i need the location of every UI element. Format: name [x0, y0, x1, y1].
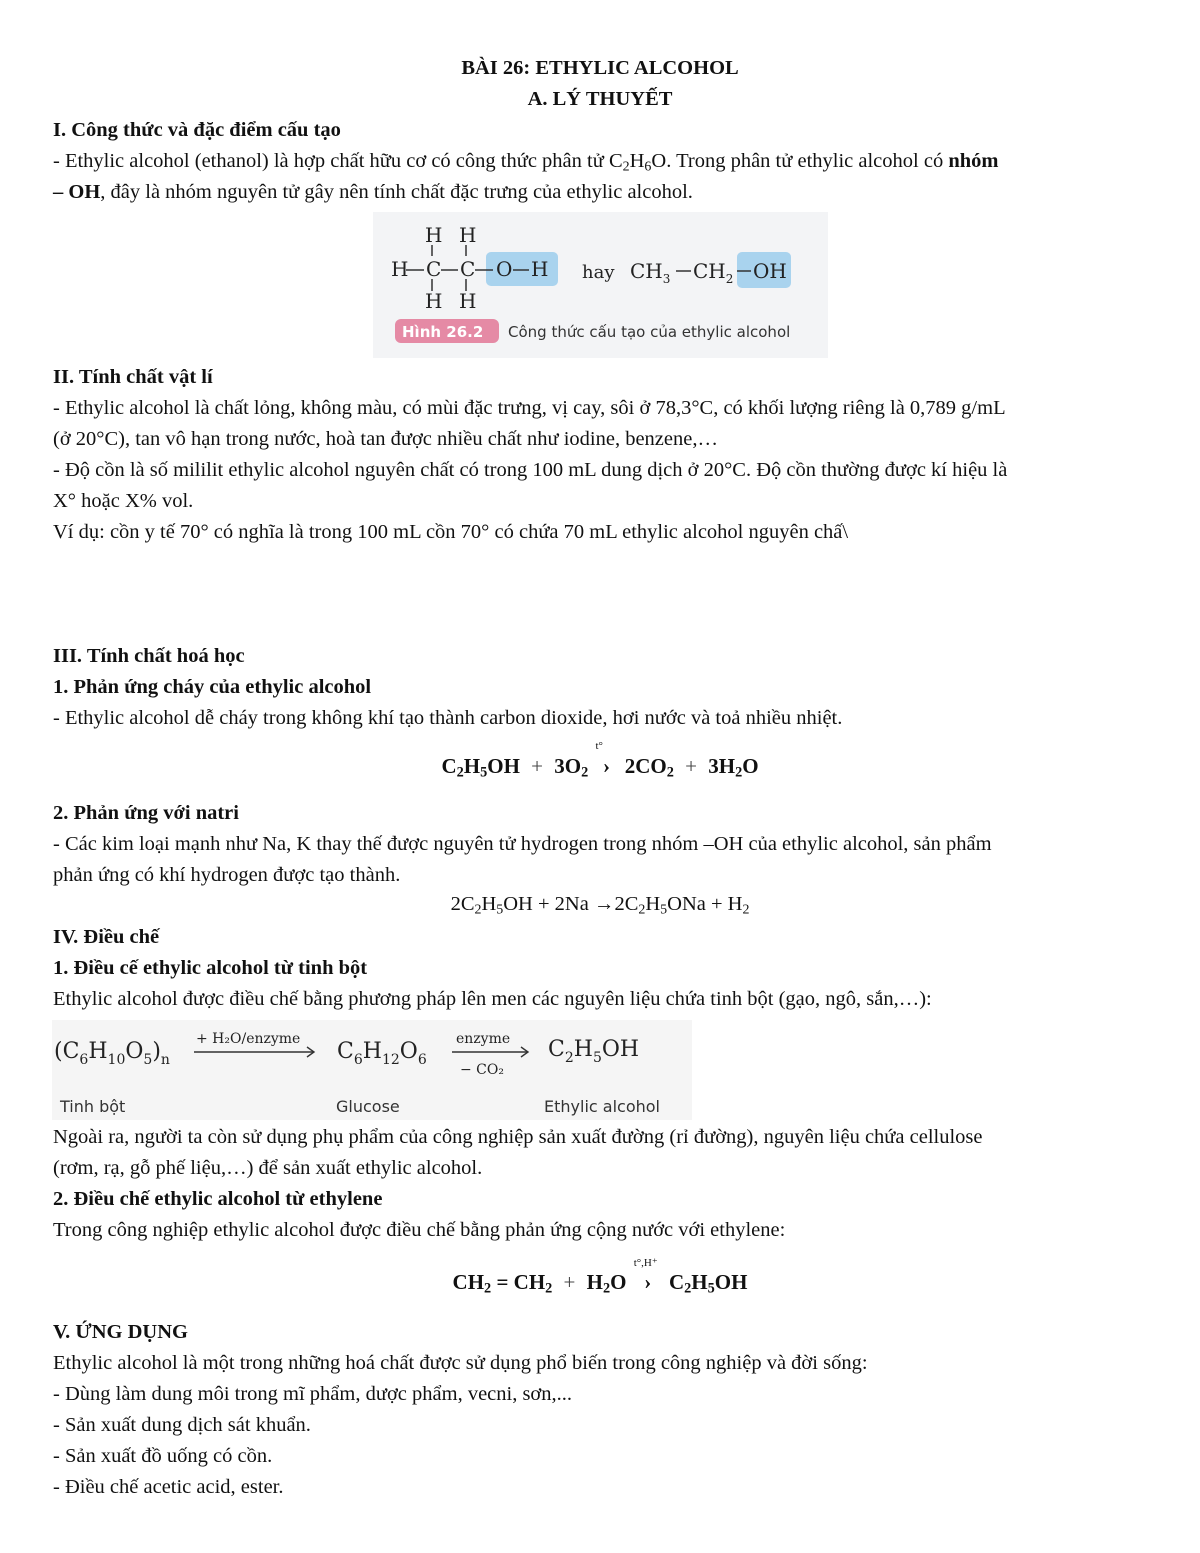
paragraph-structure-line1: - Ethylic alcohol (ethanol) là hợp chất hữu cơ có công thức phân tử $C_2H_6O$. Trong phân tử ethylic alcohol có nhóm: [53, 150, 999, 175]
scheme-arrow1-label: + H₂O/enzyme: [196, 1031, 301, 1047]
equation-sodium: $2C_2H_5OH + 2Na \to 2C_2H_5ONa + H_2$: [450, 893, 750, 918]
fermentation-scheme: [52, 1020, 692, 1120]
atom-h-top2: H: [459, 223, 477, 247]
equation-combustion: $C_2H_5OH + 3O_2$ t° › $2CO_2 + 3H_2O$: [441, 740, 759, 781]
atom-h-left: H: [391, 257, 409, 281]
scheme-glucose-formula: $C_6H_{12}O_6$: [337, 1039, 427, 1068]
scheme-starch-formula: $(C_6H_{10}O_5)_n$: [54, 1039, 170, 1068]
section-heading-physical: II. Tính chất vật lí: [53, 366, 213, 388]
paragraph-ethylene: Trong công nghiệp ethylic alcohol được điều chế bằng phản ứng cộng nước với ethylene:: [53, 1219, 786, 1241]
paragraph-combustion: - Ethylic alcohol dễ cháy trong không khí tạo thành carbon dioxide, hơi nước và toả nhiều nhiệt.: [53, 707, 843, 729]
section-heading-structure: I. Công thức và đặc điểm cấu tạo: [53, 119, 341, 141]
subheading-starch: 1. Điều cế ethylic alcohol từ tinh bột: [53, 957, 368, 979]
scheme-arrow2-sublabel: − CO₂: [460, 1062, 504, 1078]
figure-caption-tag: Hình 26.2: [402, 323, 484, 341]
equation-ethylene: $CH_2 = CH_2 + H_2O$ t°,H⁺ › $C_2H_5OH$: [452, 1257, 748, 1297]
group-ch2: $CH_2$: [693, 259, 734, 286]
subheading-sodium: 2. Phản ứng với natri: [53, 802, 239, 824]
atom-h-bot1: H: [425, 289, 443, 313]
document-title: BÀI 26: ETHYLIC ALCOHOL: [461, 57, 739, 79]
scheme-label-glucose: Glucose: [336, 1097, 400, 1116]
paragraph-physical-3: - Độ cồn là số mililit ethylic alcohol nguyên chất có trong 100 mL dung dịch ở 20°C. Độ cồn thường được kí hiệu là: [53, 459, 1008, 481]
structural-formula-figure: [373, 212, 828, 358]
paragraph-sodium-1: - Các kim loại mạnh như Na, K thay thế được nguyên tử hydrogen trong nhóm –OH của ethylic alcohol, sản phẩm: [53, 833, 992, 855]
document-subtitle: A. LÝ THUYẾT: [527, 88, 673, 110]
word-hay: hay: [582, 262, 615, 283]
scheme-label-ethanol: Ethylic alcohol: [544, 1097, 660, 1116]
subheading-combustion: 1. Phản ứng cháy của ethylic alcohol: [53, 676, 372, 698]
atom-c2: C: [460, 257, 476, 281]
paragraph-starch: Ethylic alcohol được điều chế bằng phương pháp lên men các nguyên liệu chứa tinh bột (gạo, ngô, sắn,…):: [53, 988, 932, 1010]
atom-h-top1: H: [425, 223, 443, 247]
figure-caption: Công thức cấu tạo của ethylic alcohol: [508, 323, 791, 341]
list-item: - Sản xuất đồ uống có cồn.: [53, 1445, 273, 1467]
atom-o: O: [496, 257, 513, 281]
atom-h-bot2: H: [459, 289, 477, 313]
paragraph-physical-4: X° hoặc X% vol.: [53, 490, 194, 512]
scheme-arrow2-label: enzyme: [456, 1031, 511, 1047]
subheading-ethylene: 2. Điều chế ethylic alcohol từ ethylene: [53, 1188, 383, 1210]
atom-c1: C: [426, 257, 442, 281]
section-heading-applications: V. ỨNG DỤNG: [53, 1321, 188, 1343]
list-item: - Dùng làm dung môi trong mĩ phẩm, dược phẩm, vecni, sơn,...: [53, 1383, 573, 1405]
paragraph-applications-intro: Ethylic alcohol là một trong những hoá chất được sử dụng phổ biến trong công nghiệp và đời sống:: [53, 1352, 868, 1374]
scheme-ethanol-formula: $C_2H_5OH$: [548, 1037, 640, 1066]
paragraph-sodium-2: phản ứng có khí hydrogen được tạo thành.: [53, 864, 401, 886]
paragraph-physical-example: Ví dụ: cồn y tế 70° có nghĩa là trong 100 mL cồn 70° có chứa 70 mL ethylic alcohol nguyên chấ\: [53, 521, 849, 543]
paragraph-physical-2: (ở 20°C), tan vô hạn trong nước, hoà tan được nhiều chất như iodine, benzene,…: [53, 428, 718, 450]
paragraph-physical-1: - Ethylic alcohol là chất lỏng, không màu, có mùi đặc trưng, vị cay, sôi ở 78,3°C, có khối lượng riêng là 0,789 g/mL: [53, 397, 1006, 419]
list-item: - Sản xuất dung dịch sát khuẩn.: [53, 1414, 311, 1436]
section-heading-chemical: III. Tính chất hoá học: [53, 645, 245, 667]
paragraph-byproduct-1: Ngoài ra, người ta còn sử dụng phụ phẩm của công nghiệp sản xuất đường (rỉ đường), nguyên liệu chứa cellulose: [53, 1126, 983, 1148]
paragraph-structure-line2: – OH, đây là nhóm nguyên tử gây nên tính chất đặc trưng của ethylic alcohol.: [53, 181, 693, 203]
list-item: - Điều chế acetic acid, ester.: [53, 1476, 284, 1498]
section-heading-preparation: IV. Điều chế: [53, 926, 160, 948]
atom-h-oh: H: [531, 257, 549, 281]
paragraph-byproduct-2: (rơm, rạ, gỗ phế liệu,…) để sản xuất ethylic alcohol.: [53, 1157, 483, 1179]
scheme-label-starch: Tinh bột: [60, 1097, 126, 1116]
group-oh: OH: [753, 259, 787, 283]
group-ch3: $CH_3$: [630, 259, 671, 286]
